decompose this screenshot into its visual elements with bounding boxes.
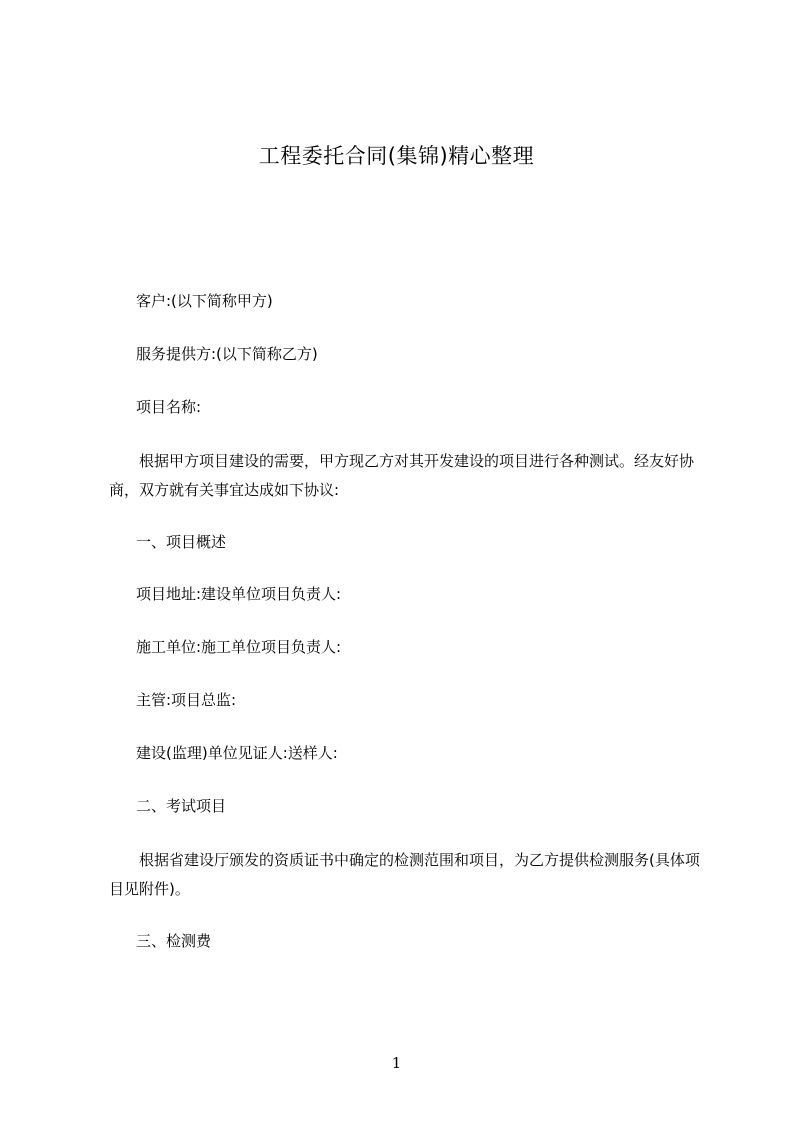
- construction-unit-line: 施工单位:施工单位项目负责人:: [136, 638, 342, 656]
- section-2-heading: 二、考试项目: [136, 797, 227, 815]
- intro-paragraph: 根据甲方项目建设的需要，甲方现乙方对其开发建设的项目进行各种测试。经友好协商，双方就有关事宜达成如下协议:: [109, 452, 695, 499]
- section-1-heading: 一、项目概述: [136, 533, 227, 551]
- provider-line: 服务提供方:(以下简称乙方): [136, 345, 318, 363]
- supervisor-line: 主管:项目总监:: [136, 691, 237, 709]
- section-3-heading: 三、检测费: [136, 932, 212, 950]
- project-address-line: 项目地址:建设单位项目负责人:: [136, 585, 342, 603]
- project-name-line: 项目名称:: [136, 398, 202, 416]
- document-title: 工程委托合同(集锦)精心整理: [258, 144, 535, 168]
- client-line: 客户:(以下简称甲方): [136, 292, 273, 310]
- section-2-paragraph: 根据省建设厅颁发的资质证书中确定的检测范围和项目，为乙方提供检测服务(具体项目见附件)。: [109, 851, 700, 898]
- page-number: 1: [391, 1054, 402, 1072]
- witness-line: 建设(监理)单位见证人:送样人:: [136, 744, 338, 762]
